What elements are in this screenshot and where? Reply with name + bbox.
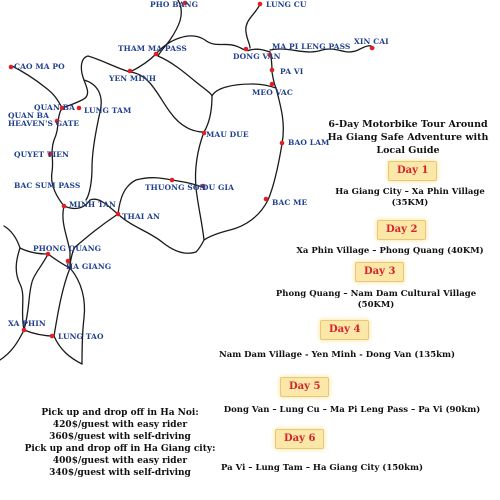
town-marker (50, 334, 55, 339)
hanoi-easy-rider-price: 420$/guest with easy rider (52, 420, 188, 430)
place-label-meo-vac: MEO VAC (252, 88, 293, 97)
place-label-ma-pi-leng-pass: MA PI LENG PASS (272, 42, 351, 51)
road-segment (16, 248, 24, 330)
place-label-yen-minh: YEN MINH (109, 74, 157, 83)
hagiang-self-driving-price: 340$/guest with self-driving (49, 468, 191, 478)
price-info (4, 407, 236, 479)
day-1-badge: Day 1 (388, 161, 437, 181)
place-label-lung-cu: LUNG CU (266, 0, 307, 9)
place-label-thuong-son: THUONG SON (145, 183, 207, 192)
day-6-badge: Day 6 (275, 429, 324, 449)
place-label-quan-ba-heavens-gate: QUAN BA HEAVEN'S GATE (8, 111, 80, 128)
place-label-tham-ma-pass: THAM MA PASS (118, 44, 187, 53)
hagiang-pickup-heading: Pick up and drop off in Ha Giang city: (24, 444, 216, 454)
town-marker (22, 328, 27, 333)
town-marker (258, 2, 263, 7)
place-label-lung-tao: LUNG TAO (58, 332, 104, 341)
hagiang-easy-rider-price: 400$/guest with easy rider (52, 456, 188, 466)
town-marker (128, 69, 133, 74)
day-2-route: Xa Phin Village – Phong Quang (40KM) (296, 246, 484, 256)
road-segment (24, 330, 54, 336)
day-3-badge: Day 3 (355, 262, 404, 282)
road-segment (12, 66, 62, 108)
tour-title: 6-Day Motorbike Tour Around Ha Giang Safe Adventure with Local Guide (327, 119, 489, 156)
town-marker (270, 68, 275, 73)
town-marker (370, 46, 375, 51)
town-marker (9, 65, 14, 70)
place-label-xin-cai: XIN CAI (354, 37, 389, 46)
place-label-quan-ba: QUAN BA (34, 103, 75, 112)
town-marker (116, 212, 121, 217)
town-marker (270, 82, 275, 87)
road-segment (158, 56, 212, 96)
road-segment (246, 4, 260, 48)
day-1-route: Ha Giang City – Xa Phin Village (35KM) (335, 187, 485, 208)
day-6-route: Pa Vi – Lung Tam – Ha Giang City (150km) (221, 463, 423, 473)
place-label-xa-phin: XA PHIN (8, 319, 46, 328)
place-label-cao-ma-po: CAO MA PO (14, 62, 65, 71)
place-label-bao-lam: BAO LAM (288, 138, 330, 147)
place-label-mau-due: MAU DUE (206, 130, 249, 139)
day-2-badge: Day 2 (377, 220, 426, 240)
place-label-dong-van: DONG VAN (233, 52, 281, 61)
day-4-route: Nam Dam Village - Yen Minh - Dong Van (135km) (218, 350, 456, 360)
day-5-route: Dong Van – Lung Cu – Ma Pi Leng Pass – Pa Vi (90km) (223, 405, 481, 415)
place-label-ha-giang: HA GIANG (66, 262, 112, 271)
place-label-lung-tam: LUNG TAM (84, 106, 132, 115)
day-4-badge: Day 4 (320, 320, 369, 340)
road-segment (0, 330, 24, 360)
place-label-bac-sum-pass: BAC SUM PASS (14, 181, 81, 190)
road-segment (130, 54, 156, 72)
hanoi-self-driving-price: 360$/guest with self-driving (49, 432, 191, 442)
town-marker (244, 47, 249, 52)
place-label-pa-vi: PA VI (280, 67, 304, 76)
road-segment (70, 214, 118, 268)
town-marker (170, 178, 175, 183)
place-label-bac-me: BAC ME (272, 198, 308, 207)
road-segment (54, 268, 70, 336)
day-5-badge: Day 5 (280, 377, 329, 397)
town-marker (280, 141, 285, 146)
place-label-thai-an: THAI AN (122, 212, 160, 221)
place-label-pho-bang: PHO BANG (150, 0, 199, 9)
road-segment (70, 268, 84, 364)
town-marker (264, 197, 269, 202)
road-segment (204, 88, 283, 240)
hanoi-pickup-heading: Pick up and drop off in Ha Noi: (41, 408, 199, 418)
town-marker (77, 106, 82, 111)
day-3-route: Phong Quang – Nam Dam Cultural Village (50KM) (275, 289, 477, 310)
place-label-du-gia: DU GIA (202, 183, 234, 192)
town-marker (62, 204, 67, 209)
place-label-phong-quang: PHONG QUANG (33, 244, 102, 253)
road-segment (84, 80, 101, 200)
road-segment (63, 206, 70, 268)
place-label-quyet-tien: QUYET TIEN (14, 150, 69, 159)
place-label-minh-tan: MINH TAN (69, 200, 117, 209)
